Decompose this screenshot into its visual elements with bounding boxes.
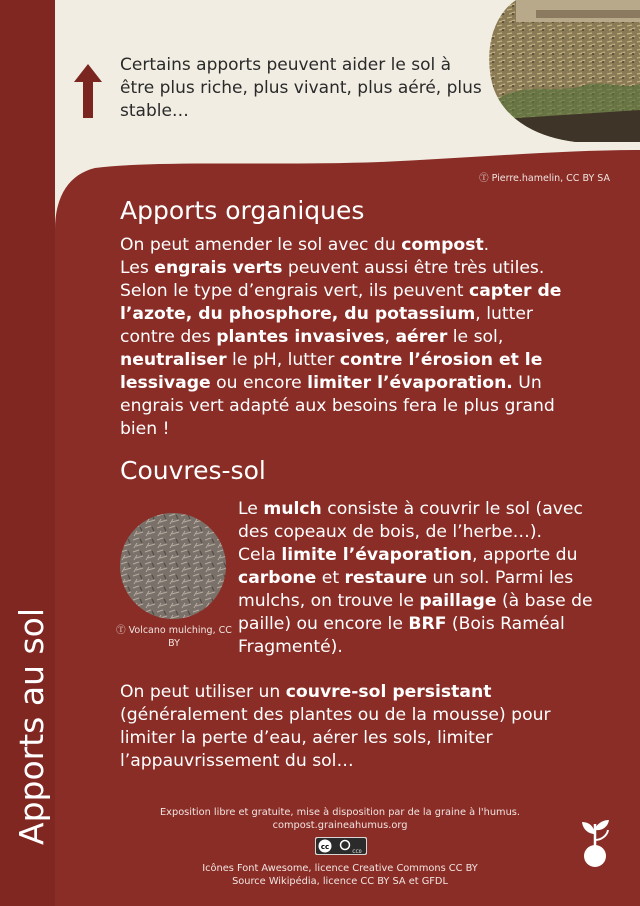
sprout-logo-icon	[575, 812, 615, 872]
highlight-text: limite l’évaporation	[281, 545, 473, 565]
footer-credits	[120, 862, 560, 888]
highlight-text: limiter l’évaporation.	[307, 373, 513, 393]
cc-badge-label: CC0	[352, 850, 362, 855]
paragraph-text: peuvent aussi être très utiles.	[282, 258, 545, 278]
mulch-paragraph	[238, 498, 618, 659]
footer-exhibition	[120, 806, 560, 832]
highlight-text: aérer	[395, 327, 448, 347]
highlight-text: paillage	[419, 591, 497, 611]
footer-line-1: Exposition libre et gratuite, mise à disposition par de la graine à l'humus.	[159, 807, 521, 818]
paragraph-text: ,	[384, 327, 396, 347]
svg-text:cc: cc	[320, 843, 330, 851]
footer-line-3: Icônes Font Awesome, licence Creative Commons CC BY	[202, 863, 478, 874]
paragraph-text: le pH, lutter	[226, 350, 340, 370]
paragraph-text: Les	[120, 258, 155, 278]
paragraph-text: (généralement des plantes ou de la mousse) pour limiter la perte d’eau, aérer les sols, limiter l’appauvrissement du sol…	[120, 705, 551, 771]
footer-website-link[interactable]: compost.graineahumus.org	[272, 820, 408, 831]
arrow-up-icon	[72, 62, 104, 120]
paragraph-text: .	[483, 235, 490, 255]
paragraph-text: ou encore	[210, 373, 308, 393]
highlight-text: plantes invasives	[216, 327, 385, 347]
cc0-license-badge	[315, 837, 367, 855]
highlight-text: BRF	[408, 614, 447, 634]
cover-heading: Couvres-sol	[120, 456, 266, 485]
persistent-cover-paragraph	[120, 681, 590, 773]
paragraph-text: On peut utiliser un	[120, 682, 286, 702]
paragraph-text: Selon le type d’engrais vert, ils peuvent	[120, 281, 470, 301]
footer-line-4: Source Wikipédia, licence CC BY SA et GFDL	[232, 876, 448, 887]
mulch-photo	[120, 513, 226, 619]
highlight-text: compost	[401, 235, 484, 255]
paragraph-text: le sol,	[447, 327, 504, 347]
photo-credit-text: Pierre.hamelin, CC BY SA	[491, 173, 610, 184]
highlight-text: restaure	[344, 568, 428, 588]
organic-heading: Apports organiques	[120, 196, 365, 225]
paragraph-text: , lutter contre des	[120, 304, 533, 347]
highlight-text: neutraliser	[120, 350, 227, 370]
paragraph-text: un sol. Parmi les mulchs, on trouve le	[238, 568, 574, 611]
organic-paragraph	[120, 234, 590, 441]
photo-credit: Ⓣ Pierre.hamelin, CC BY SA	[479, 173, 610, 184]
highlight-text: carbone	[238, 568, 317, 588]
intro-text: Certains apports peuvent aider le sol à être plus riche, plus vivant, plus aéré, plus stable…	[120, 55, 482, 121]
highlight-text: contre l’érosion et le lessivage	[120, 350, 543, 393]
paragraph-text: Un engrais vert adapté aux besoins fera le plus grand bien !	[120, 373, 555, 439]
highlight-text: capter de l’azote, du phosphore, du potassium	[120, 281, 562, 324]
paragraph-text: (Bois Raméal Fragmenté).	[238, 614, 565, 657]
paragraph-text: On peut amender le sol avec du	[120, 235, 402, 255]
mulch-credit-text: Volcano mulching, CC BY	[128, 625, 232, 649]
paragraph-text: et	[316, 568, 345, 588]
compost-photo	[486, 0, 640, 142]
paragraph-text: Le	[238, 499, 264, 519]
paragraph-text: (à base de paille) ou encore le	[238, 591, 593, 634]
paragraph-text: Cela	[238, 545, 282, 565]
mulch-credit: Ⓣ Volcano mulching, CC BY	[116, 625, 232, 649]
paragraph-text: consiste à couvrir le sol (avec des copeaux de bois, de l’herbe…).	[238, 499, 583, 542]
side-title: Apports au sol	[12, 607, 51, 845]
highlight-text: engrais verts	[154, 258, 283, 278]
paragraph-text: , apporte du	[472, 545, 578, 565]
highlight-text: mulch	[263, 499, 322, 519]
highlight-text: couvre-sol persistant	[285, 682, 492, 702]
